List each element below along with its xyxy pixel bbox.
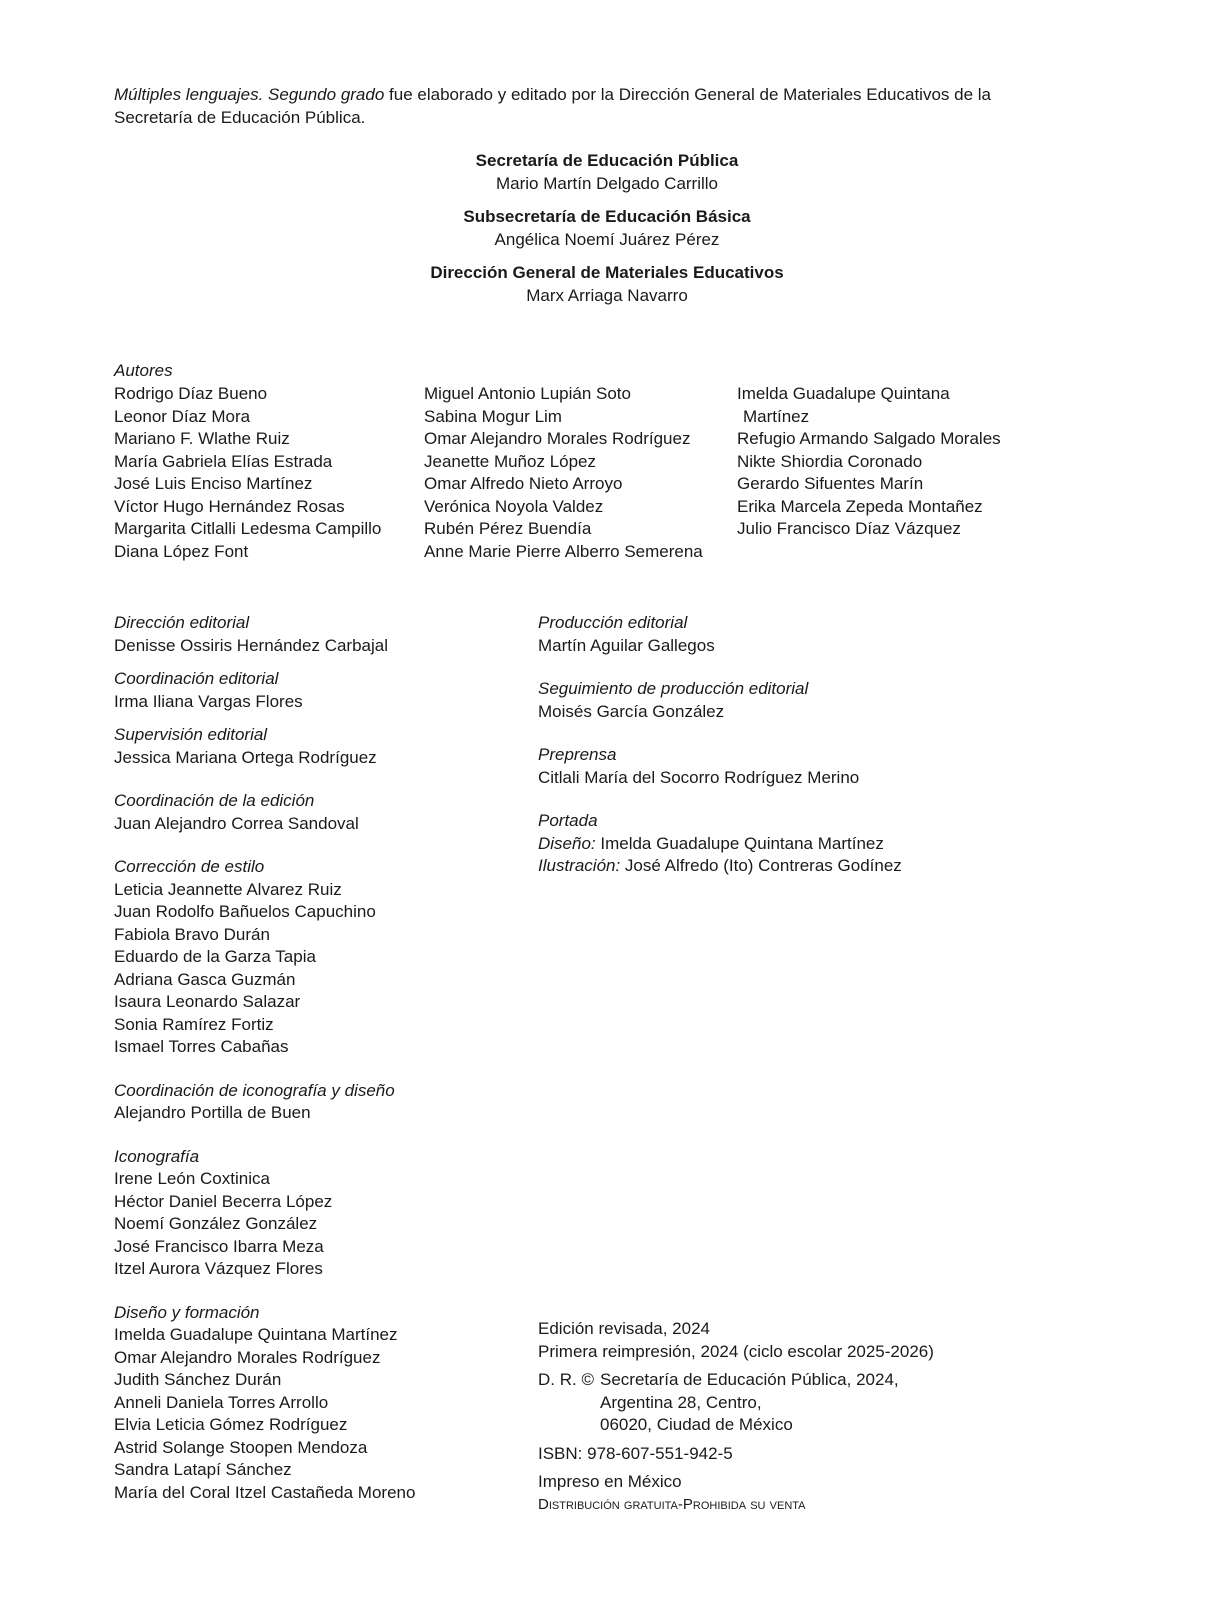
credit-name: Judith Sánchez Durán <box>114 1370 282 1389</box>
author-name: Mariano F. Wlathe Ruiz <box>114 429 290 448</box>
credit-name: Juan Rodolfo Bañuelos Capuchino <box>114 902 376 921</box>
edition-line: Edición revisada, 2024 <box>538 1319 711 1338</box>
author-name: Miguel Antonio Lupián Soto <box>424 384 631 403</box>
author-name-continued: Martínez <box>743 406 810 426</box>
credit-name: Denisse Ossiris Hernández Carbajal <box>114 635 389 655</box>
credit-section <box>114 668 524 713</box>
section-label: Iconografía <box>114 1146 200 1166</box>
official-title: Subsecretaría de Educación Básica <box>463 207 751 226</box>
authors-column-1 <box>114 383 381 563</box>
credit-name: Anneli Daniela Torres Arrollo <box>114 1392 329 1412</box>
isbn-line: ISBN: 978-607-551-942-5 <box>538 1443 733 1463</box>
author-name: Julio Francisco Díaz Vázquez <box>737 519 961 538</box>
credits-left-column <box>114 612 524 1525</box>
official-name: Mario Martín Delgado Carrillo <box>495 173 719 193</box>
credit-section <box>114 790 524 835</box>
design-name: Imelda Guadalupe Quintana Martínez <box>595 833 884 853</box>
credit-name: Sandra Latapí Sánchez <box>114 1460 292 1479</box>
author-name: Víctor Hugo Hernández Rosas <box>114 496 345 516</box>
credit-name: Imelda Guadalupe Quintana Martínez <box>114 1325 398 1344</box>
credit-name: Adriana Gasca Guzmán <box>114 969 296 989</box>
official-sep <box>0 150 1214 195</box>
credit-section <box>538 612 1098 657</box>
design-label: Diseño: <box>538 833 596 853</box>
author-name: Omar Alfredo Nieto Arroyo <box>424 474 623 493</box>
credit-section <box>114 724 524 769</box>
credit-section <box>114 1146 524 1281</box>
credit-name: Irene León Coxtinica <box>114 1169 270 1188</box>
section-label: Coordinación editorial <box>114 669 279 688</box>
credit-name: Juan Alejandro Correa Sandoval <box>114 813 359 833</box>
section-label: Portada <box>538 811 598 830</box>
intro-paragraph <box>114 84 1074 129</box>
credit-name: Alejandro Portilla de Buen <box>114 1103 311 1122</box>
credit-name: Leticia Jeannette Alvarez Ruiz <box>114 879 342 899</box>
credit-section <box>538 678 1098 723</box>
section-label: Corrección de estilo <box>114 857 265 876</box>
credit-section <box>114 612 524 657</box>
credit-name: Noemí González González <box>114 1214 318 1233</box>
author-name: Sabina Mogur Lim <box>424 406 562 426</box>
credit-section <box>114 856 524 1059</box>
credit-name: Omar Alejandro Morales Rodríguez <box>114 1347 381 1367</box>
section-label: Dirección editorial <box>114 613 250 632</box>
official-name: Angélica Noemí Juárez Pérez <box>494 229 720 249</box>
credit-name: Martín Aguilar Gallegos <box>538 635 715 655</box>
credit-name: Eduardo de la Garza Tapia <box>114 947 316 966</box>
reprint-line: Primera reimpresión, 2024 (ciclo escolar 2025-2026) <box>538 1341 934 1361</box>
official-name: Marx Arriaga Navarro <box>526 285 688 305</box>
copyright-lines <box>600 1369 899 1437</box>
credit-name: Itzel Aurora Vázquez Flores <box>114 1259 323 1278</box>
credit-name: José Francisco Ibarra Meza <box>114 1236 324 1256</box>
author-name: Imelda Guadalupe Quintana <box>737 384 950 403</box>
author-name: Erika Marcela Zepeda Montañez <box>737 496 983 516</box>
credit-name: Irma Iliana Vargas Flores <box>114 691 303 711</box>
official-seb <box>0 206 1214 251</box>
section-label: Coordinación de la edición <box>114 791 315 810</box>
author-name: José Luis Enciso Martínez <box>114 474 313 493</box>
copyright-prefix: D. R. © <box>538 1370 594 1389</box>
copyright-block <box>538 1369 934 1437</box>
author-name: Gerardo Sifuentes Marín <box>737 474 924 493</box>
credit-name: María del Coral Itzel Castañeda Moreno <box>114 1482 416 1502</box>
section-label: Seguimiento de producción editorial <box>538 679 809 698</box>
official-title: Dirección General de Materiales Educativos <box>430 263 784 282</box>
book-title: Múltiples lenguajes. Segundo grado <box>114 85 385 104</box>
authors-label: Autores <box>114 361 173 380</box>
section-label: Supervisión editorial <box>114 725 268 744</box>
colophon-footer <box>538 1318 934 1516</box>
copyright-line: Argentina 28, Centro, <box>599 1392 762 1412</box>
credit-name: Elvia Leticia Gómez Rodríguez <box>114 1415 348 1434</box>
credit-section <box>114 1302 524 1505</box>
credit-name: Ismael Torres Cabañas <box>114 1037 289 1056</box>
official-dgme <box>0 262 1214 307</box>
copyright-line: Secretaría de Educación Pública, 2024, <box>599 1370 899 1389</box>
credit-name: Fabiola Bravo Durán <box>114 924 270 944</box>
portada-design <box>538 833 1098 856</box>
credit-name: Astrid Solange Stoopen Mendoza <box>114 1437 368 1457</box>
author-name: Jeanette Muñoz López <box>424 451 597 471</box>
illustration-name: José Alfredo (Ito) Contreras Godínez <box>620 856 902 875</box>
author-name: María Gabriela Elías Estrada <box>114 451 333 471</box>
author-name: Omar Alejandro Morales Rodríguez <box>424 429 691 448</box>
author-name: Verónica Noyola Valdez <box>424 496 604 516</box>
author-name: Refugio Armando Salgado Morales <box>737 429 1001 448</box>
officials-block <box>0 150 1214 318</box>
copyright-line: 06020, Ciudad de México <box>599 1415 793 1434</box>
credit-name: Sonia Ramírez Fortiz <box>114 1014 274 1034</box>
portada-section <box>538 810 1098 878</box>
credit-name: Moisés García González <box>538 701 725 721</box>
credit-section <box>114 1080 524 1125</box>
author-name: Margarita Citlalli Ledesma Campillo <box>114 519 382 538</box>
credits-right-column <box>538 612 1098 899</box>
section-label: Coordinación de iconografía y diseño <box>114 1080 395 1100</box>
credit-name: Isaura Leonardo Salazar <box>114 992 301 1011</box>
credit-name: Citlali María del Socorro Rodríguez Merino <box>538 767 860 787</box>
author-name: Diana López Font <box>114 541 249 561</box>
author-name: Rodrigo Díaz Bueno <box>114 384 268 403</box>
section-label: Diseño y formación <box>114 1302 260 1322</box>
credit-section <box>538 744 1098 789</box>
illustration-label: Ilustración: <box>538 856 621 875</box>
author-name: Leonor Díaz Mora <box>114 406 251 426</box>
author-name: Anne Marie Pierre Alberro Semerena <box>424 541 703 561</box>
credit-name: Héctor Daniel Becerra López <box>114 1191 333 1211</box>
credit-name: Jessica Mariana Ortega Rodríguez <box>114 747 377 767</box>
authors-column-3 <box>737 383 1001 541</box>
section-label: Preprensa <box>538 745 617 764</box>
intro-text: fue elaborado y editado por la Dirección General de Materiales Educativos de la Secretaría de Educación Pública. <box>114 85 991 127</box>
author-name: Rubén Pérez Buendía <box>424 519 592 538</box>
official-title: Secretaría de Educación Pública <box>475 151 739 170</box>
distribution-line: Distribución gratuita-Prohibida su venta <box>538 1495 806 1513</box>
portada-illustration <box>538 855 1098 878</box>
section-label: Producción editorial <box>538 613 688 632</box>
authors-column-2 <box>424 383 703 563</box>
author-name: Nikte Shiordia Coronado <box>737 451 923 471</box>
printed-line: Impreso en México <box>538 1472 682 1491</box>
